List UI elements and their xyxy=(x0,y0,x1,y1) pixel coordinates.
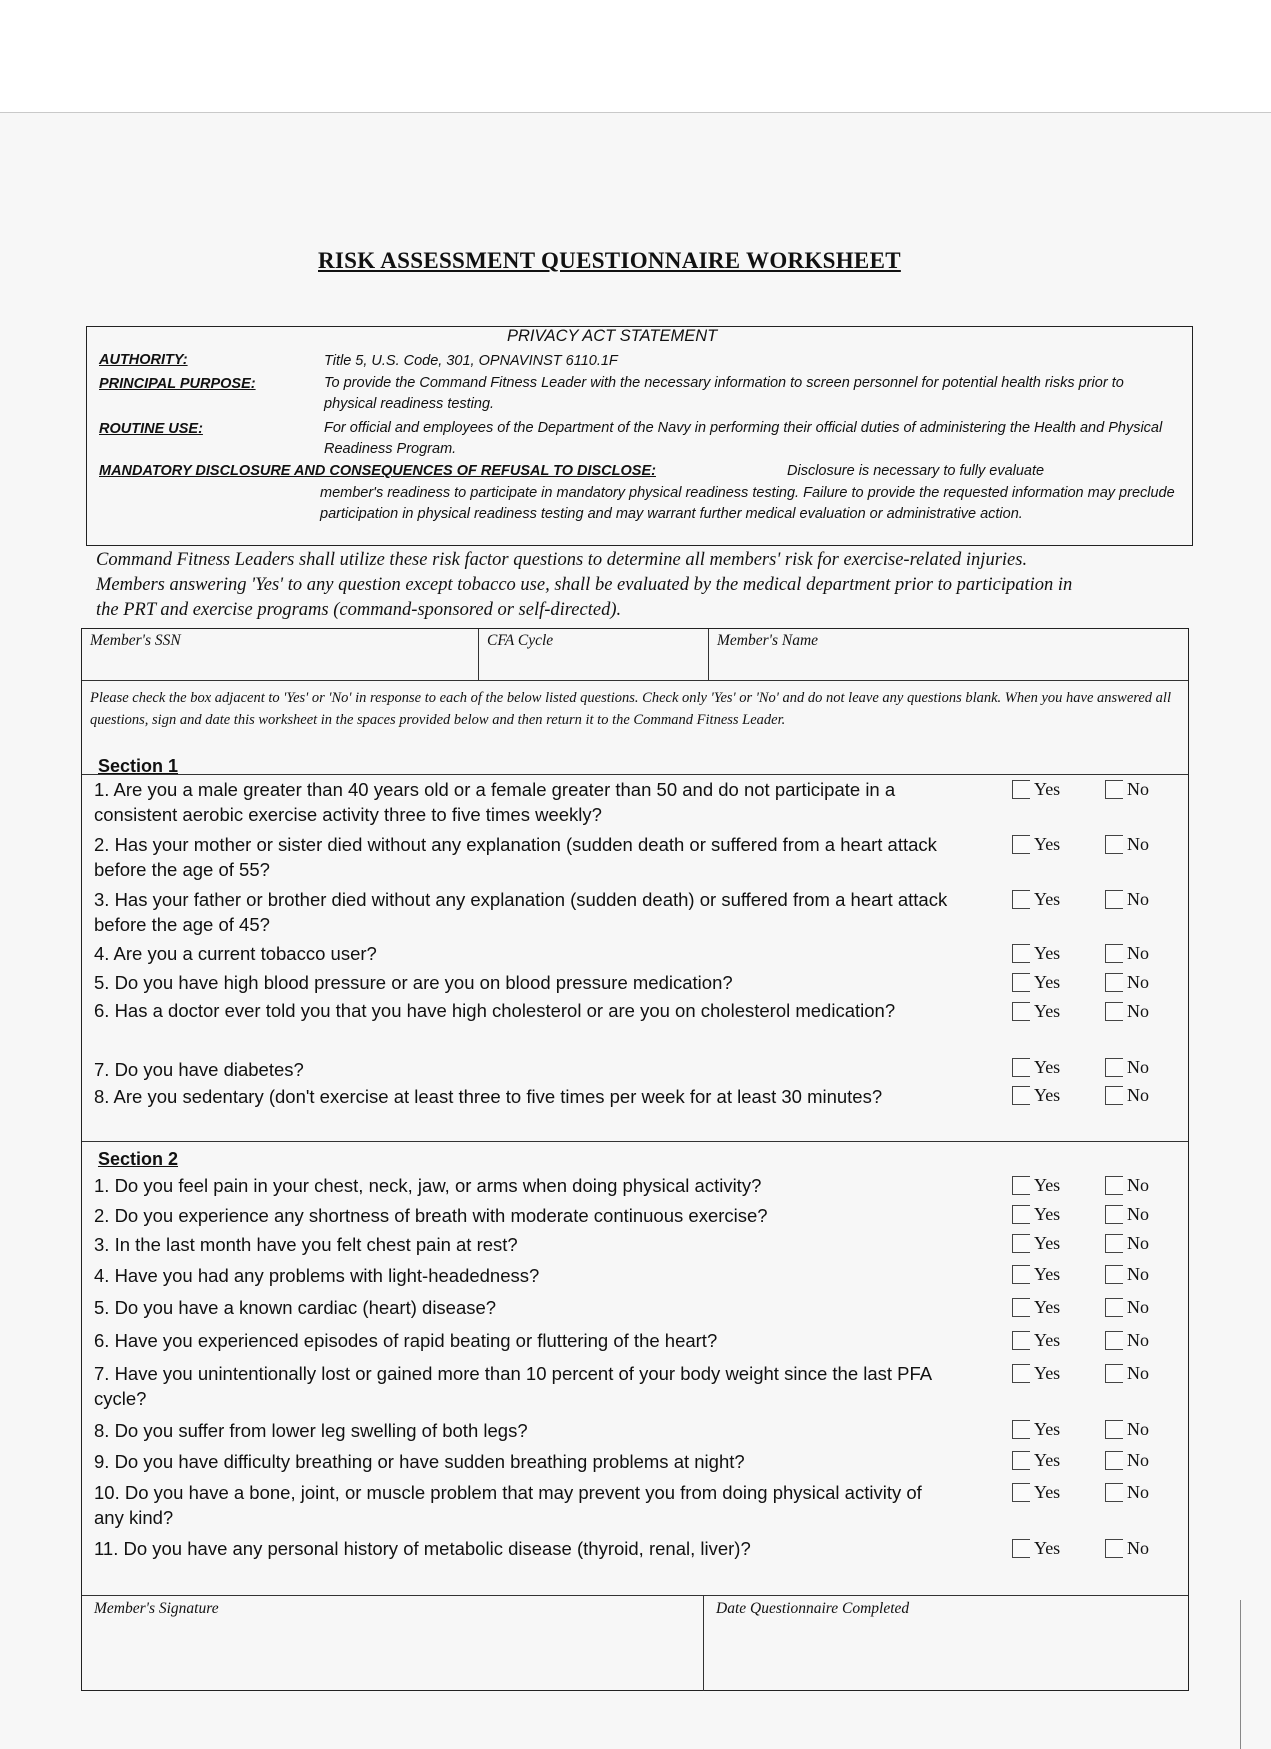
mandatory-first-line: Disclosure is necessary to fully evaluate xyxy=(787,463,1045,479)
no-checkbox[interactable] xyxy=(1105,780,1123,799)
yes-checkbox[interactable] xyxy=(1012,1331,1030,1350)
yes-label: Yes xyxy=(1034,1482,1061,1502)
no-label: No xyxy=(1127,1482,1149,1502)
section1-q5-no-option[interactable] xyxy=(1105,972,1149,993)
section2-question-4: 4. Have you had any problems with light-headedness? xyxy=(94,1265,540,1286)
no-checkbox[interactable] xyxy=(1105,944,1123,963)
no-label: No xyxy=(1127,779,1149,799)
authority-text: Title 5, U.S. Code, 301, OPNAVINST 6110.1F xyxy=(324,353,618,369)
section1-question-4: 4. Are you a current tobacco user? xyxy=(94,943,377,964)
no-checkbox[interactable] xyxy=(1105,1234,1123,1253)
routine-text: For official and employees of the Department of the Navy in performing their official duties of administering the Health and Physical Readiness Program. xyxy=(324,420,1163,457)
section1-question-6: 6. Has a doctor ever told you that you have high cholesterol or are you on cholesterol medication? xyxy=(94,1000,896,1021)
section2-q10-yes-option[interactable] xyxy=(1012,1482,1060,1503)
yes-checkbox[interactable] xyxy=(1012,944,1030,963)
no-label: No xyxy=(1127,1538,1149,1558)
no-label: No xyxy=(1127,1450,1149,1470)
yes-label: Yes xyxy=(1034,1419,1061,1439)
section1-q2-yes-option[interactable] xyxy=(1012,834,1060,855)
yes-label: Yes xyxy=(1034,1085,1061,1105)
section-divider xyxy=(82,1141,1188,1142)
section2-q4-yes-option[interactable] xyxy=(1012,1264,1060,1285)
section1-question-5: 5. Do you have high blood pressure or are you on blood pressure medication? xyxy=(94,972,733,993)
yes-label: Yes xyxy=(1034,1363,1061,1383)
scan-right-edge xyxy=(1240,1600,1241,1749)
member-info-row xyxy=(82,629,1188,681)
date-completed-label: Date Questionnaire Completed xyxy=(716,1600,910,1617)
no-label: No xyxy=(1127,1001,1149,1021)
no-label: No xyxy=(1127,1085,1149,1105)
section1-q4-yes-option[interactable] xyxy=(1012,943,1060,964)
no-checkbox[interactable] xyxy=(1105,973,1123,992)
section1-title: Section 1 xyxy=(98,756,179,776)
yes-label: Yes xyxy=(1034,1057,1061,1077)
section2-question-9: 9. Do you have difficulty breathing or have sudden breathing problems at night? xyxy=(94,1451,745,1472)
section1-question-8: 8. Are you sedentary (don't exercise at least three to five times per week for at least 30 minutes? xyxy=(94,1086,883,1107)
yes-checkbox[interactable] xyxy=(1012,780,1030,799)
section2-q8-no-option[interactable] xyxy=(1105,1419,1149,1440)
section1-q4-no-option[interactable] xyxy=(1105,943,1149,964)
yes-checkbox[interactable] xyxy=(1012,1483,1030,1502)
cfa-cycle-label: CFA Cycle xyxy=(487,632,554,649)
section2-q3-no-option[interactable] xyxy=(1105,1233,1149,1254)
section1-question-1: 1. Are you a male greater than 40 years old or a female greater than 50 and do not participate in a consistent aerobic exercise activity three to five times weekly? xyxy=(94,779,896,825)
section1-q1-no-option[interactable] xyxy=(1105,779,1149,800)
section2-q1-no-option[interactable] xyxy=(1105,1175,1149,1196)
no-checkbox[interactable] xyxy=(1105,1420,1123,1439)
yes-label: Yes xyxy=(1034,1264,1061,1284)
section1-q3-no-option[interactable] xyxy=(1105,889,1149,910)
section2-q8-yes-option[interactable] xyxy=(1012,1419,1060,1440)
no-checkbox[interactable] xyxy=(1105,1086,1123,1105)
yes-label: Yes xyxy=(1034,1297,1061,1317)
section2-q2-yes-option[interactable] xyxy=(1012,1204,1060,1225)
mandatory-text: member's readiness to participate in mandatory physical readiness testing. Failure to provide the requested information may preclude participation in physical readiness testing and may warrant further medical evaluation or administrative action. xyxy=(320,485,1175,522)
yes-label: Yes xyxy=(1034,1538,1061,1558)
section1-q8-yes-option[interactable] xyxy=(1012,1085,1060,1106)
no-label: No xyxy=(1127,1419,1149,1439)
yes-checkbox[interactable] xyxy=(1012,1176,1030,1195)
section2-question-8: 8. Do you suffer from lower leg swelling of both legs? xyxy=(94,1420,528,1441)
member-signature-field[interactable] xyxy=(82,1596,703,1691)
yes-label: Yes xyxy=(1034,1450,1061,1470)
section1-q6-no-option[interactable] xyxy=(1105,1001,1149,1022)
privacy-heading: PRIVACY ACT STATEMENT xyxy=(507,327,718,345)
yes-checkbox[interactable] xyxy=(1012,1086,1030,1105)
section1-q3-yes-option[interactable] xyxy=(1012,889,1060,910)
purpose-text: To provide the Command Fitness Leader with the necessary information to screen personnel for potential health risks prior to physical readiness testing. xyxy=(324,375,1124,412)
member-ssn-field[interactable] xyxy=(82,629,478,681)
yes-label: Yes xyxy=(1034,1204,1061,1224)
no-label: No xyxy=(1127,834,1149,854)
yes-checkbox[interactable] xyxy=(1012,1420,1030,1439)
no-checkbox[interactable] xyxy=(1105,1331,1123,1350)
yes-label: Yes xyxy=(1034,1330,1061,1350)
cfa-cycle-field[interactable] xyxy=(478,629,708,681)
yes-label: Yes xyxy=(1034,972,1061,992)
yes-checkbox[interactable] xyxy=(1012,1205,1030,1224)
section2-question-2: 2. Do you experience any shortness of breath with moderate continuous exercise? xyxy=(94,1205,768,1226)
no-label: No xyxy=(1127,889,1149,909)
section2-question-11: 11. Do you have any personal history of metabolic disease (thyroid, renal, liver)? xyxy=(94,1538,751,1559)
member-ssn-label: Member's SSN xyxy=(90,632,181,649)
section1-q6-yes-option[interactable] xyxy=(1012,1001,1060,1022)
no-label: No xyxy=(1127,972,1149,992)
section1-q7-no-option[interactable] xyxy=(1105,1057,1149,1078)
no-label: No xyxy=(1127,1175,1149,1195)
mandatory-label: MANDATORY DISCLOSURE AND CONSEQUENCES OF REFUSAL TO DISCLOSE: xyxy=(99,463,656,479)
section1-question-7: 7. Do you have diabetes? xyxy=(94,1059,304,1080)
yes-checkbox[interactable] xyxy=(1012,973,1030,992)
section2-q7-no-option[interactable] xyxy=(1105,1363,1149,1384)
routine-label: ROUTINE USE: xyxy=(99,421,203,437)
yes-checkbox[interactable] xyxy=(1012,1364,1030,1383)
no-checkbox[interactable] xyxy=(1105,1002,1123,1021)
no-checkbox[interactable] xyxy=(1105,1483,1123,1502)
no-label: No xyxy=(1127,1363,1149,1383)
section2-question-7: 7. Have you unintentionally lost or gained more than 10 percent of your body weight since the last PFA cycle? xyxy=(94,1363,932,1409)
yes-label: Yes xyxy=(1034,779,1061,799)
no-checkbox[interactable] xyxy=(1105,1539,1123,1558)
section2-question-10: 10. Do you have a bone, joint, or muscle problem that may prevent you from doing physical activity of any kind? xyxy=(94,1482,922,1528)
no-checkbox[interactable] xyxy=(1105,1205,1123,1224)
section1-q1-yes-option[interactable] xyxy=(1012,779,1060,800)
no-checkbox[interactable] xyxy=(1105,1176,1123,1195)
no-label: No xyxy=(1127,1297,1149,1317)
section2-question-3: 3. In the last month have you felt chest pain at rest? xyxy=(94,1234,518,1255)
no-label: No xyxy=(1127,1233,1149,1253)
page-title: RISK ASSESSMENT QUESTIONNAIRE WORKSHEET xyxy=(318,248,901,273)
section1-q7-yes-option[interactable] xyxy=(1012,1057,1060,1078)
section2-title: Section 2 xyxy=(98,1149,179,1169)
section2-q4-no-option[interactable] xyxy=(1105,1264,1149,1285)
section2-q6-no-option[interactable] xyxy=(1105,1330,1149,1351)
section2-q1-yes-option[interactable] xyxy=(1012,1175,1060,1196)
section1-q8-no-option[interactable] xyxy=(1105,1085,1149,1106)
section2-q11-yes-option[interactable] xyxy=(1012,1538,1060,1559)
section2-q6-yes-option[interactable] xyxy=(1012,1330,1060,1351)
yes-label: Yes xyxy=(1034,889,1061,909)
no-checkbox[interactable] xyxy=(1105,890,1123,909)
section2-q5-no-option[interactable] xyxy=(1105,1297,1149,1318)
yes-label: Yes xyxy=(1034,943,1061,963)
yes-checkbox[interactable] xyxy=(1012,835,1030,854)
yes-label: Yes xyxy=(1034,1001,1061,1021)
member-name-field[interactable] xyxy=(708,629,1188,681)
section2-q9-yes-option[interactable] xyxy=(1012,1450,1060,1471)
section2-q3-yes-option[interactable] xyxy=(1012,1233,1060,1254)
no-label: No xyxy=(1127,1057,1149,1077)
section2-q2-no-option[interactable] xyxy=(1105,1204,1149,1225)
section2-q9-no-option[interactable] xyxy=(1105,1450,1149,1471)
no-label: No xyxy=(1127,943,1149,963)
section2-question-6: 6. Have you experienced episodes of rapid beating or fluttering of the heart? xyxy=(94,1330,718,1351)
yes-checkbox[interactable] xyxy=(1012,1234,1030,1253)
privacy-act-box xyxy=(86,326,1193,546)
date-completed-field[interactable] xyxy=(703,1596,1188,1691)
section1-q5-yes-option[interactable] xyxy=(1012,972,1060,993)
cfl-instructions: Command Fitness Leaders shall utilize these risk factor questions to determine all members' risk for exercise-related injuries. Members answering 'Yes' to any question except tobacco use, shall be evaluated by the medical department prior to participation in the PRT and exercise programs (command-sponsored or self-directed). xyxy=(96,550,1073,620)
yes-checkbox[interactable] xyxy=(1012,890,1030,909)
yes-label: Yes xyxy=(1034,1233,1061,1253)
signature-row xyxy=(82,1595,1188,1691)
yes-checkbox[interactable] xyxy=(1012,1451,1030,1470)
section2-q11-no-option[interactable] xyxy=(1105,1538,1149,1559)
section1-question-3: 3. Has your father or brother died without any explanation (sudden death) or suffered from a heart attack before the age of 45? xyxy=(94,889,948,935)
section2-question-1: 1. Do you feel pain in your chest, neck, jaw, or arms when doing physical activity? xyxy=(94,1175,762,1196)
section1-question-2: 2. Has your mother or sister died without any explanation (sudden death or suffered from a heart attack before the age of 55? xyxy=(94,834,937,880)
no-checkbox[interactable] xyxy=(1105,1058,1123,1077)
check-instructions: Please check the box adjacent to 'Yes' or 'No' in response to each of the below listed questions. Check only 'Yes' or 'No' and do not leave any questions blank. When you have answered all questions, sign and date this worksheet in the spaces provided below and then return it to the Command Fitness Leader. xyxy=(82,681,1188,775)
no-checkbox[interactable] xyxy=(1105,1298,1123,1317)
yes-label: Yes xyxy=(1034,1175,1061,1195)
yes-checkbox[interactable] xyxy=(1012,1298,1030,1317)
section2-q10-no-option[interactable] xyxy=(1105,1482,1149,1503)
yes-label: Yes xyxy=(1034,834,1061,854)
no-label: No xyxy=(1127,1204,1149,1224)
yes-checkbox[interactable] xyxy=(1012,1002,1030,1021)
yes-checkbox[interactable] xyxy=(1012,1265,1030,1284)
member-name-label: Member's Name xyxy=(717,632,819,649)
no-label: No xyxy=(1127,1264,1149,1284)
yes-checkbox[interactable] xyxy=(1012,1539,1030,1558)
no-checkbox[interactable] xyxy=(1105,1265,1123,1284)
no-label: No xyxy=(1127,1330,1149,1350)
yes-checkbox[interactable] xyxy=(1012,1058,1030,1077)
section2-q5-yes-option[interactable] xyxy=(1012,1297,1060,1318)
no-checkbox[interactable] xyxy=(1105,1451,1123,1470)
questionnaire-form xyxy=(81,628,1189,1691)
section2-q7-yes-option[interactable] xyxy=(1012,1363,1060,1384)
section1-q2-no-option[interactable] xyxy=(1105,834,1149,855)
no-checkbox[interactable] xyxy=(1105,835,1123,854)
no-checkbox[interactable] xyxy=(1105,1364,1123,1383)
section2-question-5: 5. Do you have a known cardiac (heart) disease? xyxy=(94,1297,497,1318)
purpose-label: PRINCIPAL PURPOSE: xyxy=(99,376,256,392)
authority-label: AUTHORITY: xyxy=(99,352,188,368)
member-signature-label: Member's Signature xyxy=(94,1600,219,1617)
